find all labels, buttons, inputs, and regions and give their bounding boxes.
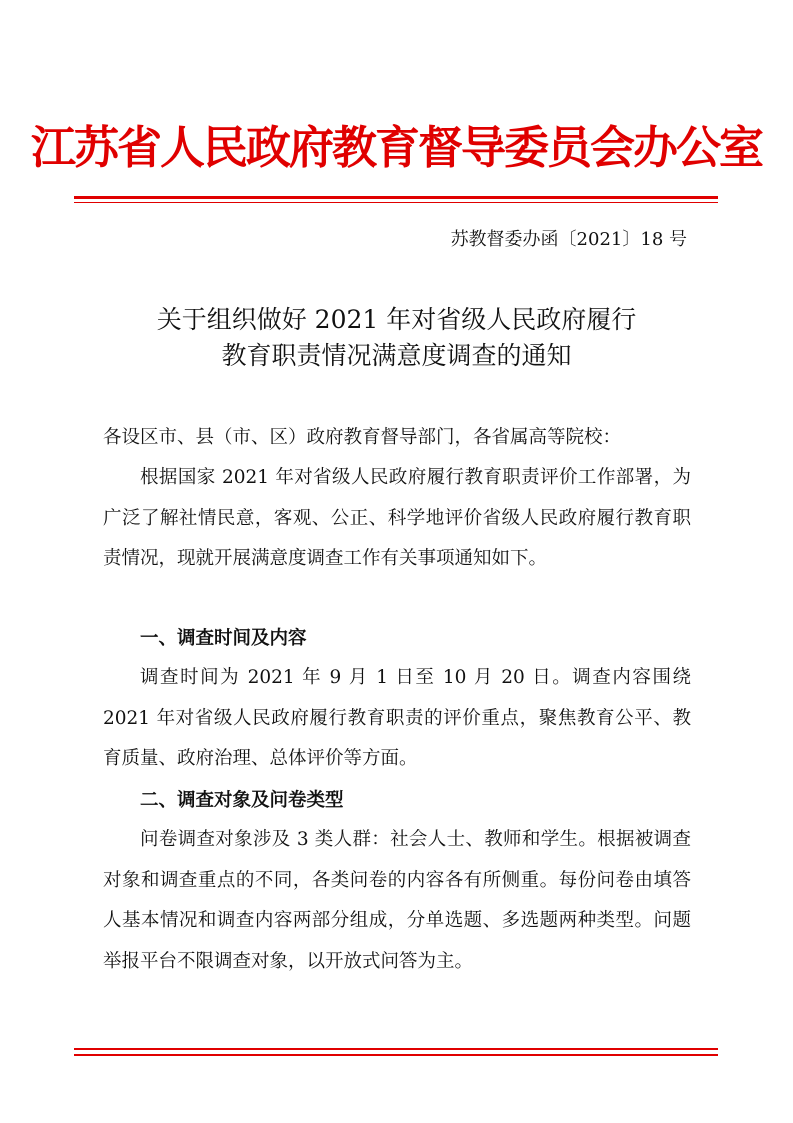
letterhead-rule-thick bbox=[74, 196, 718, 199]
letterhead-rule-thin bbox=[74, 202, 718, 203]
intro-paragraph: 根据国家 2021 年对省级人民政府履行教育职责评价工作部署，为广泛了解社情民意，客观、公正、科学地评价省级人民政府履行教育职责情况，现就开展满意度调查工作有关事项通知如下。 bbox=[103, 467, 691, 569]
footer-rule-thin bbox=[74, 1054, 718, 1056]
document-title-line-2: 教育职责情况满意度调查的通知 bbox=[221, 341, 572, 370]
document-number: 苏教督委办函〔2021〕18 号 bbox=[450, 229, 687, 250]
section-heading-survey-targets: 二、调查对象及问卷类型 bbox=[140, 790, 344, 811]
section-heading-time-content: 一、调查时间及内容 bbox=[140, 628, 307, 649]
document-title-line-1: 关于组织做好 2021 年对省级人民政府履行 bbox=[156, 305, 637, 334]
section-body-survey-targets: 问卷调查对象涉及 3 类人群：社会人士、教师和学生。根据被调查对象和调查重点的不同，各类问卷的内容各有所侧重。每份问卷由填答人基本情况和调查内容两部分组成，分单选题、多选题两种类型。问题举报平台不限调查对象，以开放式问答为主。 bbox=[103, 829, 691, 972]
salutation: 各设区市、县（市、区）政府教育督导部门，各省属高等院校： bbox=[103, 427, 622, 448]
section-body-time-content: 调查时间为 2021 年 9 月 1 日至 10 月 20 日。调查内容围绕 2021 年对省级人民政府履行教育职责的评价重点，聚焦教育公平、教育质量、政府治理、总体评价等方面。 bbox=[103, 667, 691, 769]
footer-rule-thick bbox=[74, 1048, 718, 1050]
letterhead-title: 江苏省人民政府教育督导委员会办公室 bbox=[30, 121, 762, 174]
